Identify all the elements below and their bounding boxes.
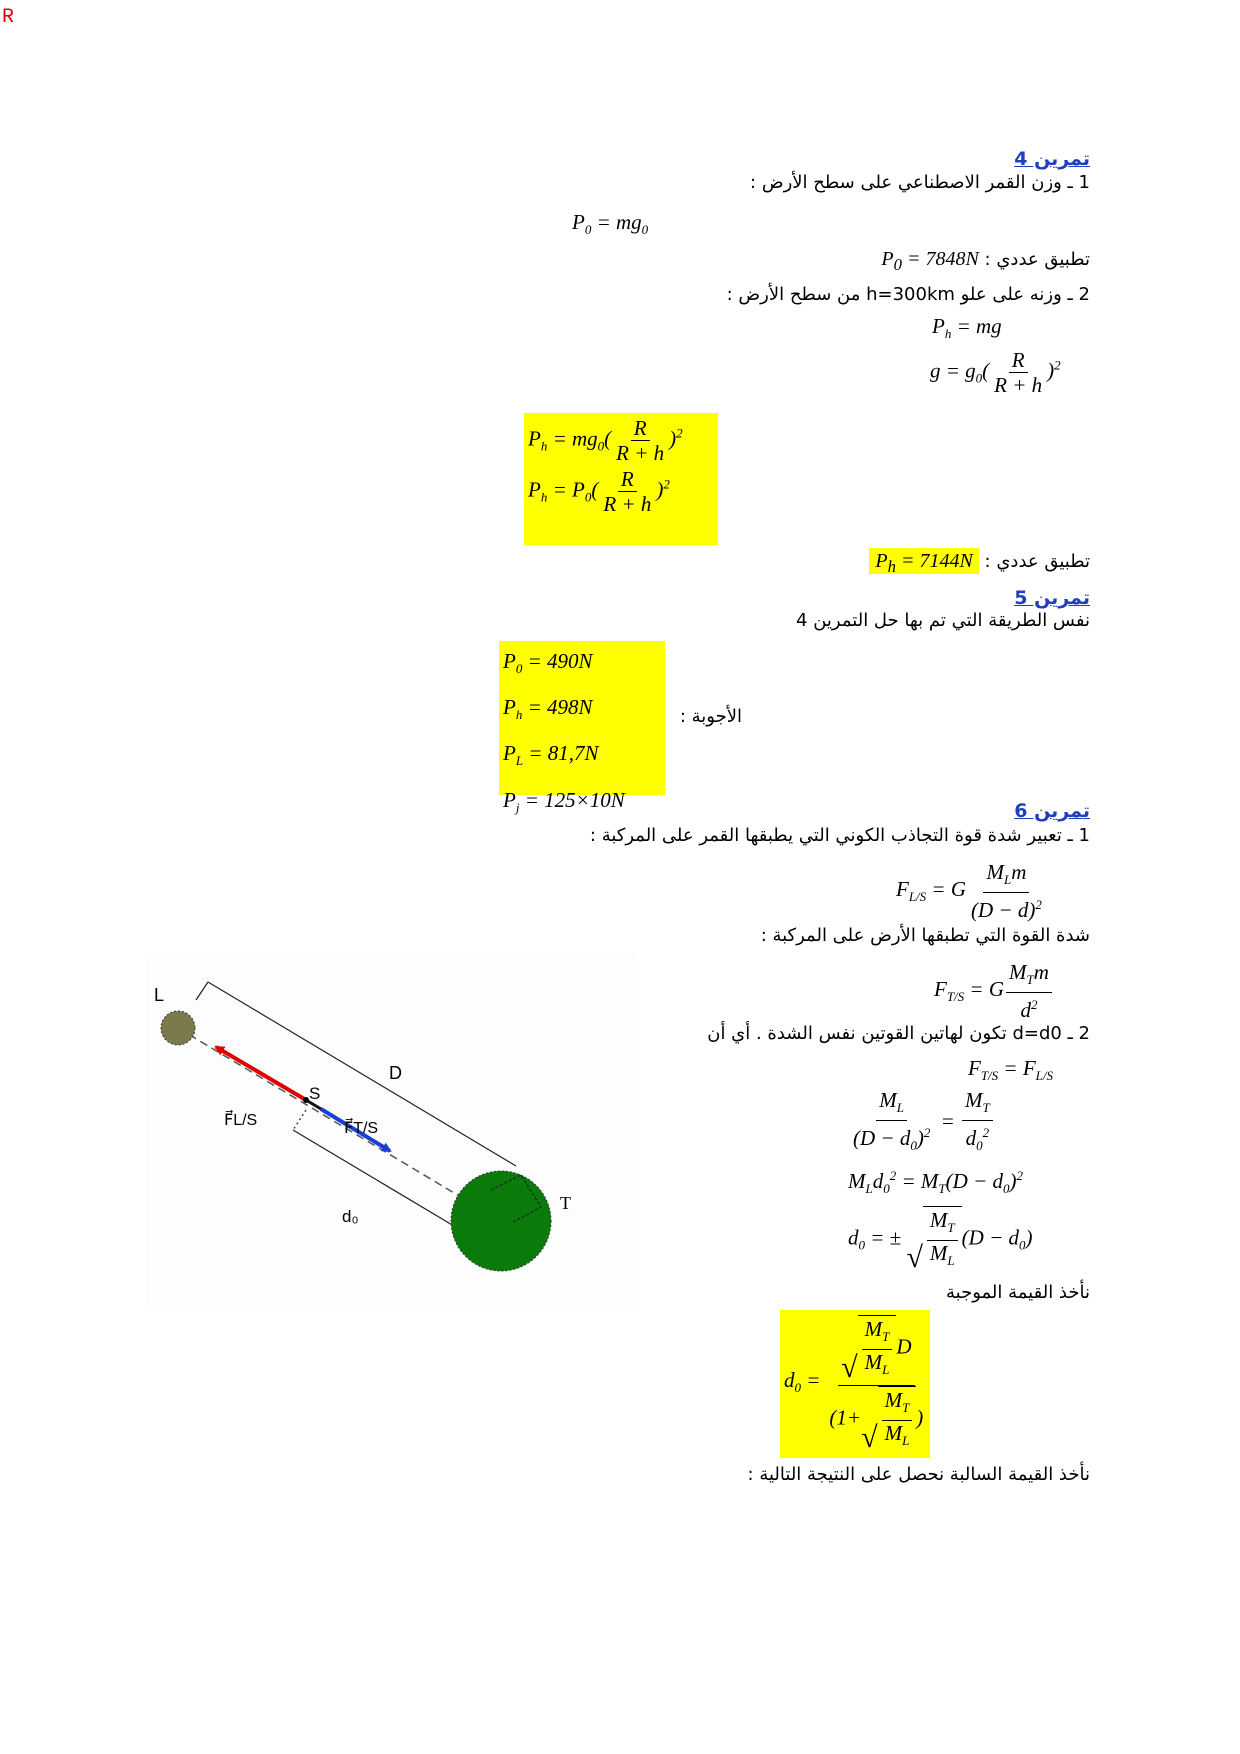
numeric-label: تطبيق عددي : — [984, 249, 1090, 270]
formula-fls: $F_{L/S} = G$ $\frac{M_Lm}{(D - d)^2}$ — [896, 860, 1042, 923]
label-d: D — [389, 1063, 402, 1083]
positive-value-text: نأخذ القيمة الموجبة — [946, 1282, 1090, 1303]
answers-box: $P_0 = 490N$ $P_h = 498N$ $P_L = 81,7N$ $P_j = 125\times 10N$ — [499, 641, 665, 795]
numeric-application-2 — [869, 550, 1090, 578]
diagram-background — [146, 955, 636, 1310]
exercise-6-heading: تمرين 6 — [1014, 800, 1090, 822]
formula-g: $g = g_0$( $\frac{R}{R + h}$ )$^2$ — [930, 348, 1061, 397]
exercise-4-heading: تمرين 4 — [1014, 148, 1090, 170]
formula-p0: $P_0 = mg_0$ — [572, 210, 649, 238]
label-t: T — [560, 1193, 571, 1213]
earth-circle — [451, 1171, 551, 1271]
formula-ratio: $\frac{M_L}{(D - d_0)^2}$ = $\frac{M_T}{d_0^2}$ — [848, 1088, 995, 1158]
formula-force-equality: $F_{T/S} = F_{L/S}$ — [968, 1056, 1054, 1084]
moon-circle — [161, 1011, 195, 1045]
exercise-5-text: نفس الطريقة التي تم بها حل التمرين 4 — [796, 610, 1090, 631]
label-force-ls: F⃗L/S — [224, 1112, 258, 1129]
ph-result: $P_h = 7144N$ — [869, 548, 978, 574]
numeric-label-2: تطبيق عددي : — [984, 551, 1090, 572]
exercise-6-question-2: 2 ـ d=d0 تكون لهاتين القوتين نفس الشدة . أي أن — [707, 1023, 1090, 1044]
earth-moon-diagram — [146, 955, 636, 1310]
exercise-4-question-1: 1 ـ وزن القمر الاصطناعي على سطح الأرض : — [750, 172, 1090, 193]
formula-d0-plusminus: $d_0$ = ± √ $\frac{M_T}{M_L}$ $(D - d_0)$ — [848, 1208, 1033, 1275]
formula-fts: $F_{T/S} = G$ $\frac{M_Tm}{d^2}$ — [934, 960, 1054, 1022]
label-d0: d₀ — [342, 1207, 359, 1226]
corner-mark: R — [2, 6, 15, 29]
exercise-5-heading: تمرين 5 — [1014, 587, 1090, 609]
highlighted-ph-formulas: $P_h = mg_0$( $\frac{R}{R + h}$ )$^2$ $P_h = P_0$( $\frac{R}{R + h}$ )$^2$ — [524, 413, 718, 545]
numeric-application-1 — [881, 248, 1090, 276]
label-force-ts: F⃗T/S — [344, 1120, 379, 1137]
answers-label: الأجوبة : — [679, 706, 742, 727]
label-l: L — [154, 985, 165, 1005]
p0-result: $P_0 = 7848N$ — [881, 248, 979, 274]
formula-ph: $P_h$ = mg — [932, 314, 1002, 342]
formula-expanded: $M_Ld_0^2 = M_T(D - d_0)^2$ — [848, 1168, 1023, 1197]
label-s: S — [309, 1084, 321, 1103]
highlighted-d0-result: $d_0$ = √ $\frac{M_T}{M_L}$ D (1+ √ $\frac{M_T}{M_L}$ ) — [780, 1310, 930, 1458]
earth-force-text: شدة القوة التي تطبقها الأرض على المركبة : — [760, 925, 1090, 946]
exercise-4-question-2: 2 ـ وزنه على علو h=300km من سطح الأرض : — [726, 284, 1090, 305]
negative-value-text: نأخذ القيمة السالبة نحصل على النتيجة التالية : — [747, 1464, 1090, 1485]
exercise-6-question-1: 1 ـ تعبير شدة قوة التجاذب الكوني التي يطبقها القمر على المركبة : — [589, 825, 1090, 846]
